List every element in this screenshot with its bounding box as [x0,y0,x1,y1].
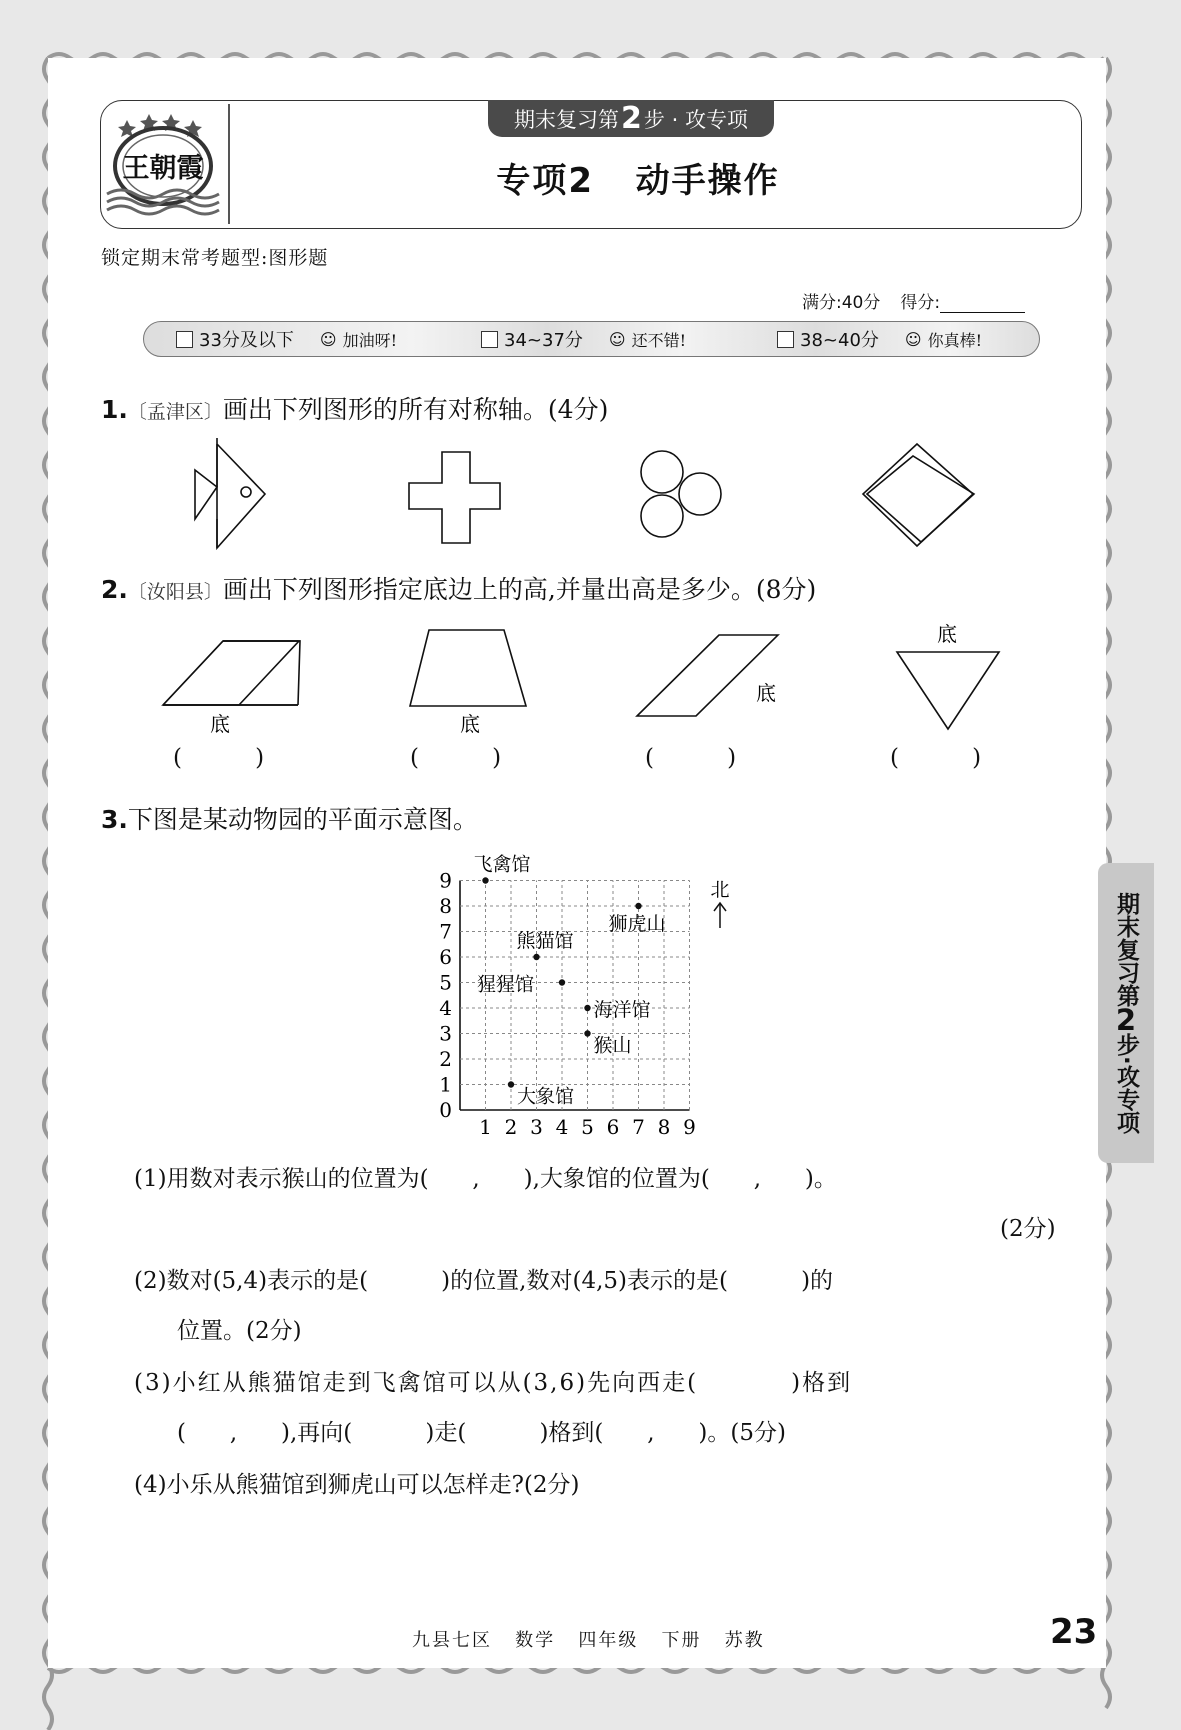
step-tag [488,100,774,137]
q3-part-4: (4)小乐从熊猫馆到狮虎山可以怎样走?(2分) [134,1472,580,1498]
question-source: 〔汝阳县〕 [127,581,223,603]
rating-checkbox[interactable] [481,331,498,348]
tag-suffix: 步 · 攻专项 [643,107,748,132]
rating-range: 33分及以下 [199,330,294,351]
page-title: 专项2 动手操作 [496,161,780,201]
question-3 [101,800,478,836]
y-tick-label: 7 [439,919,452,944]
question-2 [101,570,816,606]
logo-waves [107,190,219,214]
y-tick-label: 9 [439,868,452,893]
y-tick-label: 1 [439,1072,452,1097]
question-text: 下图是某动物园的平面示意图。 [127,805,478,834]
rating-comment: 你真棒! [927,330,983,350]
smile-face-icon: ☺ [319,329,337,349]
rating-item [777,326,982,352]
q3-part-3a: (3)小红从熊猫馆走到飞禽馆可以从(3,6)先向西走( )格到 [134,1370,853,1396]
x-tick-label: 9 [683,1115,696,1138]
full-score: 满分:40分 [802,293,881,313]
q2-answer-blank-4[interactable]: ( ) [890,745,982,771]
tag-step-number: 2 [621,101,642,136]
zoo-grid-map [430,848,750,1138]
parallelogram-1 [163,641,300,705]
map-point [584,1030,590,1036]
parallelogram-1-outline [163,641,299,705]
map-point-label: 猴山 [593,1034,632,1057]
side-tab-step: 2 [1115,1003,1137,1038]
x-tick-label: 7 [632,1115,645,1138]
q2-answer-blank-2[interactable]: ( ) [410,745,502,771]
q3-part-3b: ( , ),再向( )走( )格到( , )。(5分) [177,1420,786,1446]
y-tick-label: 8 [439,894,452,918]
base-label: 底 [460,712,480,736]
side-tab-text-c: 步·攻专项 [1113,1033,1139,1134]
score-area [802,288,1025,313]
x-tick-label: 8 [657,1115,671,1138]
base-label: 底 [756,681,776,705]
header-divider [228,104,230,224]
q3-part-2a: (2)数对(5,4)表示的是( )的位置,数对(4,5)表示的是( )的 [134,1268,834,1294]
map-point [533,954,539,960]
question-text: 画出下列图形的所有对称轴。(4分) [222,395,609,424]
footer-text: 九县七区 数学 四年级 下册 苏教 [412,1630,765,1651]
map-point-label: 飞禽馆 [473,853,531,876]
page-number: 23 [1050,1612,1098,1652]
three-circles-figure [641,451,721,537]
map-point [635,903,641,909]
x-tick-label: 1 [479,1115,492,1138]
map-point-label: 大象馆 [517,1085,575,1108]
y-tick-label: 2 [439,1047,452,1071]
smile-face-icon: ☺ [904,329,922,349]
y-tick-label: 6 [439,945,452,969]
fish-figure [195,438,265,548]
tag-prefix: 期末复习第 [514,107,620,132]
side-tab [1098,863,1154,1163]
question-1 [101,390,608,426]
q3-part-1: (1)用数对表示猴山的位置为( , ),大象馆的位置为( , )。 [134,1166,837,1192]
score-label: 得分: [900,293,941,313]
score-blank[interactable] [940,294,1025,313]
rating-comment: 加油呀! [342,330,398,350]
map-point [482,877,488,883]
question-source: 〔孟津区〕 [127,401,223,423]
y-tick-label: 3 [439,1021,452,1046]
q2-answer-blank-3[interactable]: ( ) [645,745,737,771]
x-tick-label: 6 [606,1115,620,1138]
question-text: 画出下列图形指定底边上的高,并量出高是多少。(8分) [222,575,817,604]
cross-figure [409,452,500,543]
map-point-label: 猩猩馆 [477,973,535,996]
smile-face-icon: ☺ [608,329,626,349]
map-point-label: 熊猫馆 [516,930,574,952]
x-tick-label: 2 [504,1115,518,1138]
y-tick-label: 5 [439,970,452,995]
x-tick-label: 4 [555,1115,569,1138]
inverted-triangle [897,652,999,729]
question-number: 3. [101,805,128,834]
rating-range: 34~37分 [504,330,583,351]
rating-item [481,326,686,352]
q2-figures [150,615,1030,740]
y-tick-label: 4 [439,996,452,1020]
q2-answer-blank-1[interactable]: ( ) [173,745,265,771]
rating-band [143,321,1040,357]
rating-item [176,326,397,352]
map-point [559,979,565,985]
map-point [584,1005,590,1011]
q3-part-2b: 位置。(2分) [177,1318,302,1344]
map-point-label: 海洋馆 [593,999,651,1021]
logo-text: 王朝霞 [122,153,204,184]
rating-comment: 还不错! [631,330,687,350]
base-label: 底 [210,712,230,736]
base-label: 底 [937,622,957,646]
q3-part-1-score: (2分) [1000,1216,1056,1242]
map-point [508,1081,514,1087]
subtitle: 锁定期末常考题型:图形题 [101,247,329,269]
x-tick-label: 3 [530,1115,543,1138]
rating-range: 38~40分 [800,330,879,351]
side-tab-text-a: 期末复习第 [1113,892,1139,1008]
x-tick-label: 5 [581,1115,594,1138]
two-squares-figure [863,444,974,546]
north-label: 北 [710,879,730,901]
y-tick-label: 0 [439,1098,452,1122]
question-number: 2. [101,575,128,604]
publisher-logo [105,106,223,216]
map-point-label: 狮虎山 [608,913,666,935]
q1-figures [180,438,980,553]
rating-checkbox[interactable] [777,331,794,348]
rating-checkbox[interactable] [176,331,193,348]
question-number: 1. [101,395,128,424]
trapezoid [410,630,526,706]
